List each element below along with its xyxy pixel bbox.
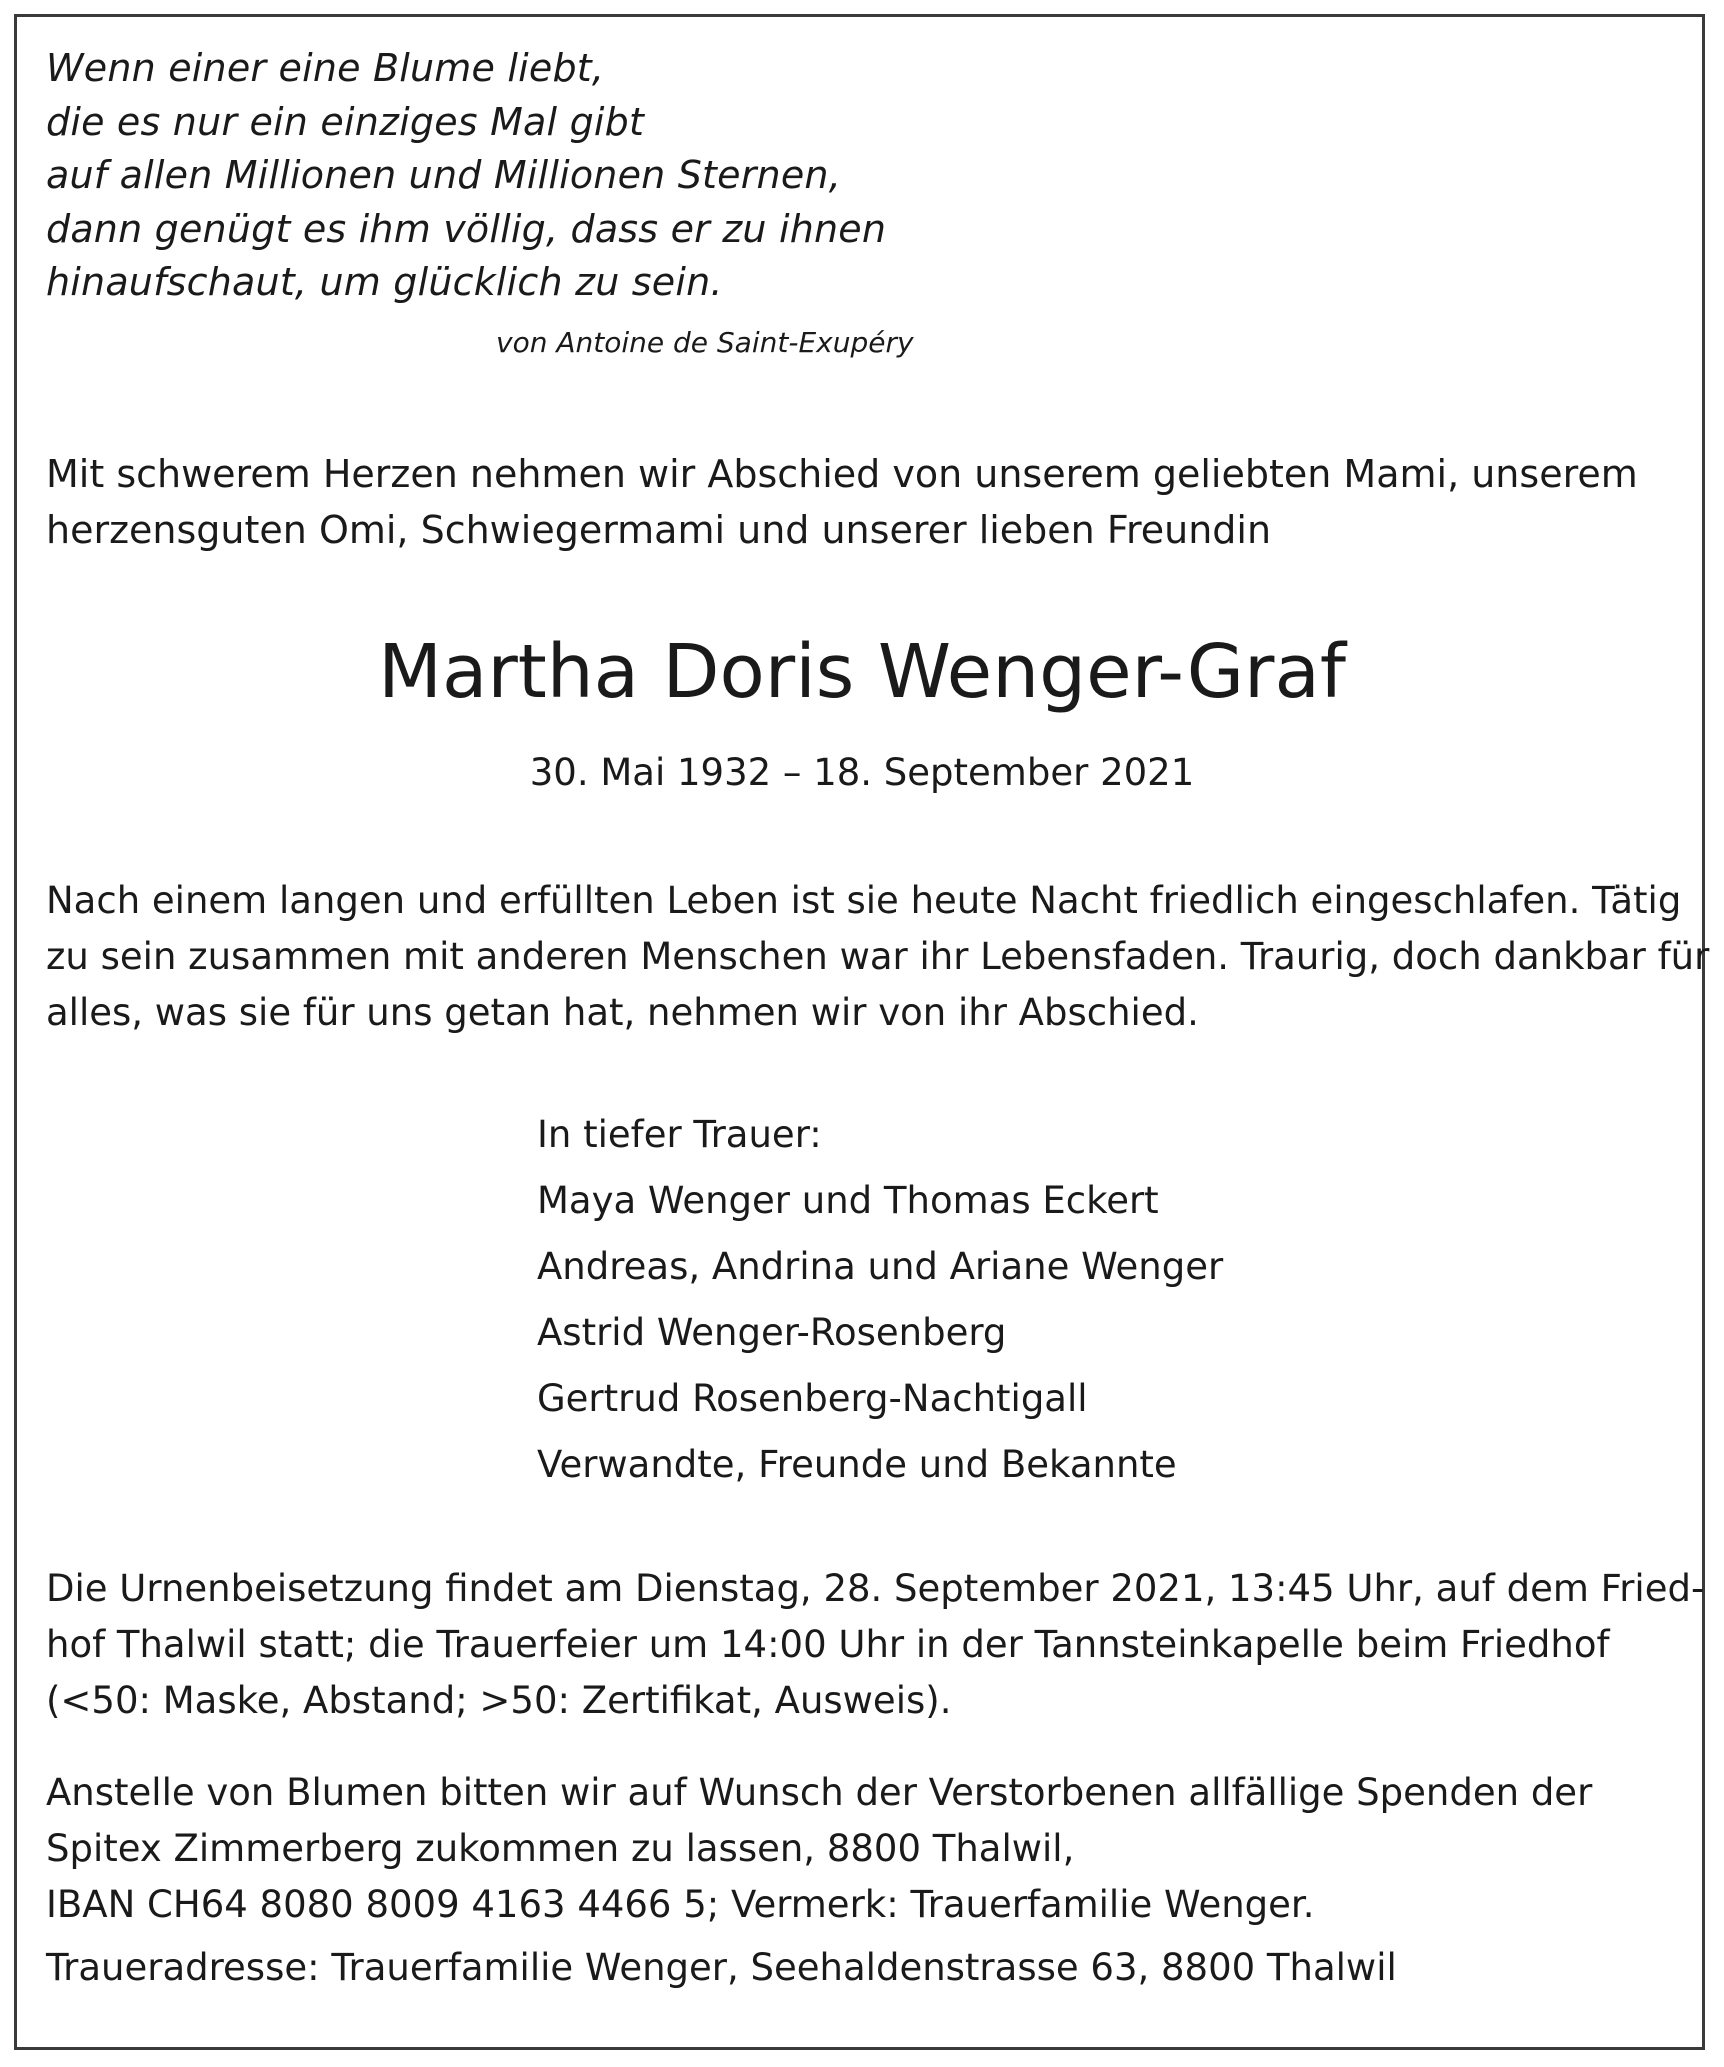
burial-line: hof Thalwil statt; die Trauerfeier um 14:00 Uhr in der Tannsteinkapelle beim Friedhof [46, 1623, 1610, 1666]
burial-info [46, 1561, 1704, 1729]
farewell-line: zu sein zusammen mit anderen Menschen war ihr Lebensfaden. Traurig, doch dankbar für [46, 935, 1710, 978]
intro-line: Mit schwerem Herzen nehmen wir Abschied von unserem geliebten Mami, unserem [46, 452, 1638, 496]
burial-line: Die Urnenbeisetzung findet am Dienstag, 28. September 2021, 13:45 Uhr, auf dem Fried- [46, 1567, 1705, 1610]
farewell-line: alles, was sie für uns getan hat, nehmen wir von ihr Abschied. [46, 991, 1199, 1034]
donation-line: Spitex Zimmerberg zukommen zu lassen, 8800 Thalwil, [46, 1827, 1075, 1870]
mourner-name: Verwandte, Freunde und Bekannte [537, 1443, 1177, 1486]
donation-line: Anstelle von Blumen bitten wir auf Wunsch der Verstorbenen allfällige Spenden der [46, 1771, 1593, 1814]
address-line: Traueradresse: Trauerfamilie Wenger, Seehaldenstrasse 63, 8800 Thalwil [46, 1946, 1397, 1989]
poem-line: dann genügt es ihm völlig, dass er zu ihnen [46, 206, 887, 251]
poem [46, 42, 886, 310]
donation-info [46, 1765, 1592, 1933]
intro-line: herzensguten Omi, Schwiegermami und unserer lieben Freundin [46, 508, 1272, 552]
farewell-text [46, 873, 1709, 1041]
mourner-name: Maya Wenger und Thomas Eckert [537, 1179, 1159, 1222]
poem-line: hinaufschaut, um glücklich zu sein. [46, 260, 723, 304]
mourning-address [46, 1940, 1397, 1996]
mourners-list [537, 1102, 1223, 1498]
mourners-heading: In tiefer Trauer: [537, 1113, 822, 1156]
mourner-name: Andreas, Andrina und Ariane Wenger [537, 1245, 1224, 1288]
farewell-line: Nach einem langen und erfüllten Leben ist sie heute Nacht friedlich eingeschlafen. Tätig [46, 879, 1682, 922]
mourner-name: Gertrud Rosenberg-Nachtigall [537, 1377, 1088, 1420]
burial-line: (<50: Maske, Abstand; >50: Zertifikat, Ausweis). [46, 1679, 952, 1722]
poem-line: auf allen Millionen und Millionen Sternen, [46, 153, 841, 197]
poem-line: die es nur ein einziges Mal gibt [46, 99, 645, 144]
donation-line: IBAN CH64 8080 8009 4163 4466 5; Vermerk: Trauerfamilie Wenger. [46, 1883, 1315, 1926]
intro-text [46, 446, 1638, 558]
poem-author: von Antoine de Saint-Exupéry [496, 326, 914, 359]
deceased-name: Martha Doris Wenger-Graf [378, 629, 1346, 715]
mourner-name: Astrid Wenger-Rosenberg [537, 1311, 1007, 1354]
life-dates: 30. Mai 1932 – 18. September 2021 [529, 751, 1195, 794]
poem-line: Wenn einer eine Blume liebt, [46, 46, 605, 90]
